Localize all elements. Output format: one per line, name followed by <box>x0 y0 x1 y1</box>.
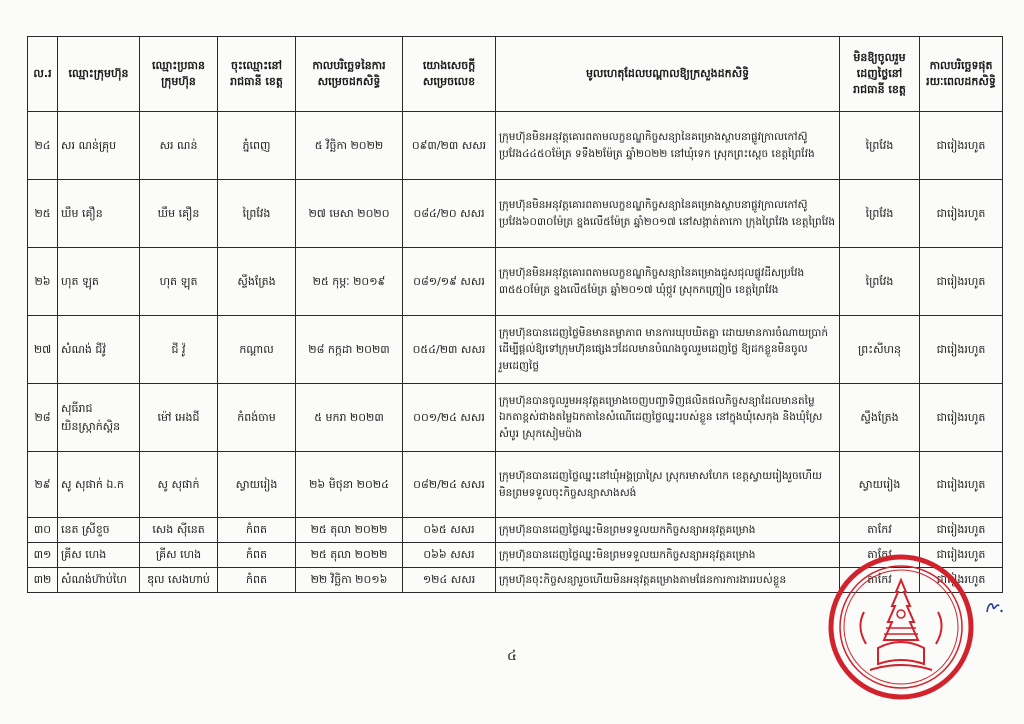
company-name: ហុត ឡុត <box>58 248 140 316</box>
company-name: សុធីរាជ យិនស្រ្កាក់ស្តិន <box>58 384 140 452</box>
director-name: ឌុល សេងហាប់ <box>140 568 218 593</box>
row-number: ២៨ <box>28 384 58 452</box>
table-row <box>28 248 1003 316</box>
signature-mark-icon <box>984 598 1004 616</box>
company-name: នេត ស្រីខួច <box>58 518 140 543</box>
company-name: ឃឹម គឿន <box>58 180 140 248</box>
decision-date: ២៥ តុលា ២០២២ <box>296 518 403 543</box>
row-number: ២៤ <box>28 112 58 180</box>
decision-ref: ០៨៤/២០ សសរ <box>403 180 496 248</box>
decision-date: ២៦ មិថុនា ២០២៤ <box>296 452 403 518</box>
decision-date: ២៥ តុលា ២០២២ <box>296 543 403 568</box>
reason-text: ក្រុមហ៊ុនចុះកិច្ចសន្យារួចហើយមិនអនុវត្តគម្រោងតាមផែនការការងាររបស់ខ្លួន <box>496 568 840 593</box>
ban-end: ជារៀងរហូត <box>920 384 1003 452</box>
reason-text: ក្រុមហ៊ុនបានដេញថ្លៃឈ្នះមិនព្រមទទួលយកកិច្ចសន្យាអនុវត្តគម្រោង <box>496 518 840 543</box>
decision-ref: ០៦៥ សសរ <box>403 518 496 543</box>
company-name: សរ ណន់គ្រុប <box>58 112 140 180</box>
decision-date: ២៥ កុម្ភៈ ២០១៩ <box>296 248 403 316</box>
ban-end: ជារៀងរហូត <box>920 543 1003 568</box>
director-name: សេង ស៊ីនេត <box>140 518 218 543</box>
header-reason: មូលហេតុដែលបណ្ដាលឱ្យក្រសួងដកសិទ្ធិ <box>496 37 840 112</box>
banned-province: ព្រៃវែង <box>840 112 920 180</box>
ban-end: ជារៀងរហូត <box>920 180 1003 248</box>
ban-end: ជារៀងរហូត <box>920 452 1003 518</box>
decision-ref: ០៦៦ សសរ <box>403 543 496 568</box>
director-name: សរ ណន់ <box>140 112 218 180</box>
debarment-table <box>27 36 1003 593</box>
company-name: សំណង់ ជីវ៉ូ <box>58 316 140 384</box>
reason-text: ក្រុមហ៊ុនមិនអនុវត្តគោរពតាមលក្ខខណ្ឌកិច្ចសន្យានៃគម្រោងស្ថាបនាផ្លូវក្រាលកៅស៊ូ ប្រវែង៤៤៥០ម៉ែត្រ ទទឹង២ម៉ែត្រ ឆ្នាំ២០២២ នៅឃុំទេក ស្រុកព្រះស្ដេច ខេត្តព្រៃវែង <box>496 112 840 180</box>
ban-end: ជារៀងរហូត <box>920 568 1003 593</box>
registered-province: ស្ទឹងត្រែង <box>218 248 296 316</box>
banned-province: ព្រះសីហនុ <box>840 316 920 384</box>
director-name: គ្រីស ហេង <box>140 543 218 568</box>
table-row <box>28 568 1003 593</box>
banned-province: តាកែវ <box>840 518 920 543</box>
row-number: ២៦ <box>28 248 58 316</box>
decision-ref: ០៥៤/២៣ សសរ <box>403 316 496 384</box>
registered-province: កំពត <box>218 518 296 543</box>
director-name: សូ សុផាក់ <box>140 452 218 518</box>
registered-province: កំពត <box>218 568 296 593</box>
decision-ref: ០៨២/២៤ សសរ <box>403 452 496 518</box>
registered-province: កំពង់ចាម <box>218 384 296 452</box>
ban-end: ជារៀងរហូត <box>920 316 1003 384</box>
ban-end: ជារៀងរហូត <box>920 518 1003 543</box>
table-row <box>28 452 1003 518</box>
decision-date: ២៨ កក្កដា ២០២៣ <box>296 316 403 384</box>
decision-ref: ០០១/២៤ សសរ <box>403 384 496 452</box>
header-company: ឈ្មោះក្រុមហ៊ុន <box>58 37 140 112</box>
company-name: គ្រីស ហេង <box>58 543 140 568</box>
table-row <box>28 112 1003 180</box>
company-name: សូ សុផាក់ ឯ.ក <box>58 452 140 518</box>
banned-province: ស្វាយរៀង <box>840 452 920 518</box>
row-number: ៣១ <box>28 543 58 568</box>
decision-ref: ០៨១/១៩ សសរ <box>403 248 496 316</box>
decision-date: ២២ វិច្ឆិកា ២០១៦ <box>296 568 403 593</box>
banned-province: ស្ទឹងត្រែង <box>840 384 920 452</box>
header-decision-date: កាលបរិច្ឆេទនៃការ សម្រេចដកសិទ្ធិ <box>296 37 403 112</box>
row-number: ៣០ <box>28 518 58 543</box>
table-row <box>28 180 1003 248</box>
decision-ref: ១២៤ សសរ <box>403 568 496 593</box>
table-row <box>28 316 1003 384</box>
reason-text: ក្រុមហ៊ុនបានដេញថ្លៃមិនមានតម្លាភាព មានការឃុបឃិតគ្នា ដោយមានការចំណាយប្រាក់ដើម្បីផ្ដល់ឱ្យទៅក្រុមហ៊ុនផ្សេងៗដែលមានបំណងចូលរួមដេញថ្លៃ ឱ្យដកខ្លួនមិនចូលរួមដេញថ្លៃ <box>496 316 840 384</box>
director-name: ម៉ៅ អេងជី <box>140 384 218 452</box>
ban-end: ជារៀងរហូត <box>920 112 1003 180</box>
reason-text: ក្រុមហ៊ុនបានចូលរួមអនុវត្តគម្រោងចេញបញ្ជាទិញផលិតផលកិច្ចសន្យាដែលមានតម្លៃឯកតាខ្ពស់ជាងតម្លៃឯកតានៃសំណើដេញថ្លៃឈ្នះរបស់ខ្លួន នៅក្នុងឃុំសេកុង និងឃុំស្រែសំបូរ ស្រុកសៀមប៉ាង <box>496 384 840 452</box>
decision-date: ៥ វិច្ឆិកា ២០២២ <box>296 112 403 180</box>
reason-text: ក្រុមហ៊ុនបានដេញថ្លៃឈ្នះនៅឃុំអង្គប្រាស្រៃ ស្រុករមាសហែក ខេត្តស្វាយរៀងរួចហើយ មិនព្រមទទួលចុះកិច្ចសន្យាសាងសង់ <box>496 452 840 518</box>
row-number: ២៧ <box>28 316 58 384</box>
header-number: ល.រ <box>28 37 58 112</box>
company-name: សំណង់ហ៊ាប់ហៃ <box>58 568 140 593</box>
reason-text: ក្រុមហ៊ុនមិនអនុវត្តគោរពតាមលក្ខខណ្ឌកិច្ចសន្យានៃគម្រោងស្ថាបនាផ្លូវក្រាលកៅស៊ូ ប្រវែង៦០៣០ម៉ែត្រ ខ្នងលើ៥ម៉ែត្រ ឆ្នាំ២០១៧ នៅសង្កាត់តាកោ ក្រុងព្រៃវែង ខេត្តព្រៃវែង <box>496 180 840 248</box>
director-name: ឃឹម គឿន <box>140 180 218 248</box>
banned-province: ព្រៃវែង <box>840 248 920 316</box>
table-row <box>28 384 1003 452</box>
page-number: ៤ <box>507 648 517 664</box>
decision-date: ២៧ មេសា ២០២០ <box>296 180 403 248</box>
header-decision-ref: យោងសេចក្ដី សម្រេចលេខ <box>403 37 496 112</box>
ban-end: ជារៀងរហូត <box>920 248 1003 316</box>
table-row <box>28 518 1003 543</box>
row-number: ៣២ <box>28 568 58 593</box>
banned-province: តាកែវ <box>840 543 920 568</box>
decision-date: ៥ មករា ២០២៣ <box>296 384 403 452</box>
decision-ref: ០៩៣/២៣ សសរ <box>403 112 496 180</box>
table-header-row <box>28 37 1003 112</box>
table-row <box>28 543 1003 568</box>
banned-province: ព្រៃវែង <box>840 180 920 248</box>
reason-text: ក្រុមហ៊ុនបានដេញថ្លៃឈ្នះមិនព្រមទទួលយកកិច្ចសន្យាអនុវត្តគម្រោង <box>496 543 840 568</box>
header-registered: ចុះឈ្មោះនៅ រាជធានី ខេត្ត <box>218 37 296 112</box>
row-number: ២៩ <box>28 452 58 518</box>
reason-text: ក្រុមហ៊ុនមិនអនុវត្តគោរពតាមលក្ខខណ្ឌកិច្ចសន្យានៃគម្រោងជួសជុលផ្លូវដីសប្រវែង ៣៥៥០ម៉ែត្រ ខ្នងលើ៥ម៉ែត្រ ឆ្នាំ២០១៧ ឃុំថ្កូវ ស្រុកកញ្ជ្រៀច ខេត្តព្រៃវែង <box>496 248 840 316</box>
header-director: ឈ្មោះប្រធាន ក្រុមហ៊ុន <box>140 37 218 112</box>
director-name: ហុត ឡុត <box>140 248 218 316</box>
registered-province: កណ្ដាល <box>218 316 296 384</box>
banned-province: តាកែវ <box>840 568 920 593</box>
registered-province: កំពត <box>218 543 296 568</box>
header-banned-in: មិនឱ្យចូលរួម ដេញថ្លៃនៅ រាជធានី ខេត្ត <box>840 37 920 112</box>
row-number: ២៥ <box>28 180 58 248</box>
header-end-date: កាលបរិច្ឆេទផុត រយៈពេលដកសិទ្ធិ <box>920 37 1003 112</box>
director-name: ជី វ៉ូ <box>140 316 218 384</box>
registered-province: ស្វាយរៀង <box>218 452 296 518</box>
registered-province: ភ្នំពេញ <box>218 112 296 180</box>
registered-province: ព្រៃវែង <box>218 180 296 248</box>
